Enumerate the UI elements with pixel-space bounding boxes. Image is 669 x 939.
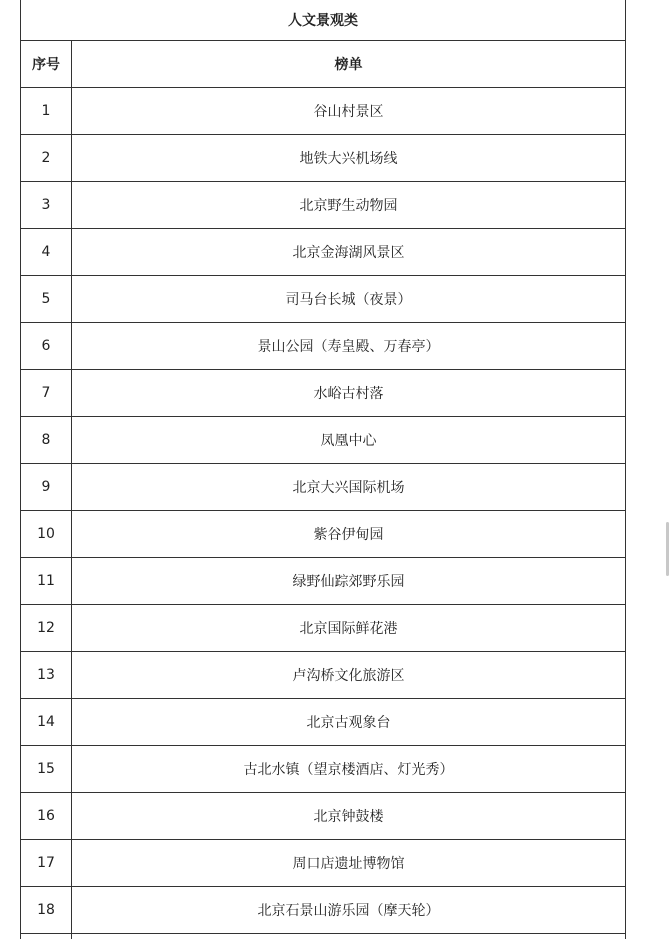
row-name: 谷山村景区 [72, 88, 626, 135]
row-number: 7 [21, 370, 72, 417]
row-name: 北京金海湖风景区 [72, 229, 626, 276]
row-name: 司马台长城（夜景） [72, 276, 626, 323]
row-name: 景山公园（寿皇殿、万春亭） [72, 323, 626, 370]
row-name: 北京石景山游乐园（摩天轮） [72, 887, 626, 934]
row-number-empty [21, 934, 72, 939]
table-row [21, 887, 626, 934]
row-number: 17 [21, 840, 72, 887]
row-number: 8 [21, 417, 72, 464]
row-number: 6 [21, 323, 72, 370]
table-row-cut-off [21, 934, 626, 939]
table-row [21, 229, 626, 276]
row-name: 古北水镇（望京楼酒店、灯光秀） [72, 746, 626, 793]
table-row [21, 417, 626, 464]
table-row [21, 652, 626, 699]
table-row [21, 511, 626, 558]
row-number: 11 [21, 558, 72, 605]
row-number: 3 [21, 182, 72, 229]
table-row [21, 464, 626, 511]
row-number: 2 [21, 135, 72, 182]
table-row [21, 276, 626, 323]
row-number: 15 [21, 746, 72, 793]
table-header-row [21, 41, 626, 88]
table-row [21, 135, 626, 182]
row-number: 14 [21, 699, 72, 746]
row-name: 周口店遗址博物馆 [72, 840, 626, 887]
row-name: 绿野仙踪郊野乐园 [72, 558, 626, 605]
row-number: 16 [21, 793, 72, 840]
table-row [21, 370, 626, 417]
header-number: 序号 [21, 41, 72, 88]
table-row [21, 88, 626, 135]
table-row [21, 182, 626, 229]
row-name: 北京大兴国际机场 [72, 464, 626, 511]
row-name: 凤凰中心 [72, 417, 626, 464]
row-name: 北京钟鼓楼 [72, 793, 626, 840]
row-number: 13 [21, 652, 72, 699]
row-number: 5 [21, 276, 72, 323]
row-name: 北京古观象台 [72, 699, 626, 746]
table-row [21, 746, 626, 793]
table-row [21, 605, 626, 652]
row-name: 北京野生动物园 [72, 182, 626, 229]
table-row [21, 840, 626, 887]
table-row [21, 699, 626, 746]
row-name: 北京国际鲜花港 [72, 605, 626, 652]
table-title-row [21, 0, 626, 41]
table-row [21, 793, 626, 840]
row-number: 18 [21, 887, 72, 934]
row-name: 地铁大兴机场线 [72, 135, 626, 182]
header-list: 榜单 [72, 41, 626, 88]
row-name-empty [72, 934, 626, 939]
row-name: 紫谷伊甸园 [72, 511, 626, 558]
table-row [21, 558, 626, 605]
row-name: 水峪古村落 [72, 370, 626, 417]
row-name: 卢沟桥文化旅游区 [72, 652, 626, 699]
table-row [21, 323, 626, 370]
row-number: 12 [21, 605, 72, 652]
ranking-table [20, 0, 626, 939]
row-number: 4 [21, 229, 72, 276]
row-number: 10 [21, 511, 72, 558]
table-title: 人文景观类 [21, 0, 626, 41]
row-number: 1 [21, 88, 72, 135]
row-number: 9 [21, 464, 72, 511]
